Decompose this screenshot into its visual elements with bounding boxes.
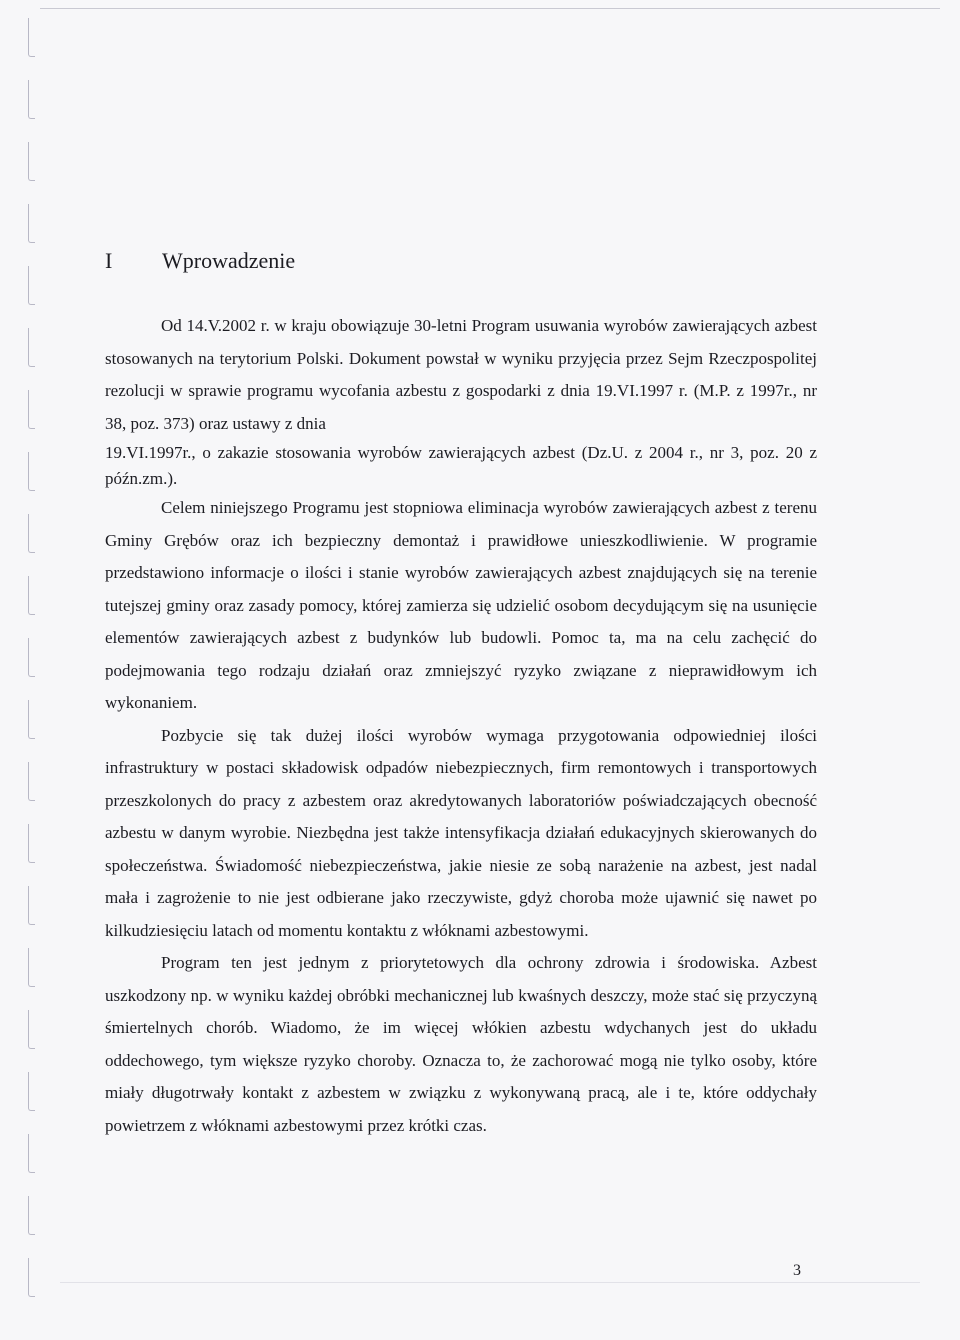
- footer-rule: [60, 1282, 920, 1283]
- binding-hole: [28, 390, 35, 429]
- binding-hole: [28, 576, 35, 615]
- binding-hole: [28, 1196, 35, 1235]
- binding-hole: [28, 638, 35, 677]
- page-top-edge: [40, 8, 940, 9]
- paragraph-infrastructure: Pozbycie się tak dużej ilości wyrobów wymaga przygotowania odpowiedniej ilości infrastruktury w postaci składowisk odpadów niebezpiecznych, firm remontowych i transportowych przeszkolonych do pracy z azbestem oraz akredytowanych laboratoriów poświadczających obecność azbestu w danym wyrobie. Niezbędna jest także intensyfikacja działań edukacyjnych skierowanych do społeczeństwa. Świadomość niebezpieczeństwa, jakie niesie ze sobą narażenie na azbest, jest nadal mała i zagrożenie to nie jest odbierane jako rzeczywiste, gdyż choroba może ujawnić się nawet po kilkudziesięciu latach od momentu kontaktu z włóknami azbestowymi.: [105, 725, 817, 940]
- binding-hole: [28, 1258, 35, 1297]
- section-heading: [105, 246, 817, 276]
- document-body: [105, 246, 817, 1142]
- binding-hole: [28, 328, 35, 367]
- binding-hole: [28, 18, 35, 57]
- binding-hole: [28, 1072, 35, 1111]
- binding-hole: [28, 824, 35, 863]
- binding-hole: [28, 948, 35, 987]
- binding-hole: [28, 700, 35, 739]
- section-title: Wprowadzenie: [162, 248, 296, 273]
- paragraph-goal: Celem niniejszego Programu jest stopniowa eliminacja wyrobów zawierających azbest z terenu Gminy Grębów oraz ich bezpieczny demontaż i prawidłowe unieszkodliwienie. W programie przedstawiono informacje o ilości i stanie wyrobów zawierających azbest znajdujących się na terenie tutejszej gminy oraz zasady pomocy, której zamierza się udzielić osobom decydującym się na usunięcie elementów zawierających azbest z budynków lub budowli. Pomoc ta, ma na celu zachęcić do podejmowania tego rodzaju działań oraz zmniejszyć ryzyko związane z nieprawidłowym ich wykonaniem.: [105, 498, 817, 712]
- paragraph-intro: Od 14.V.2002 r. w kraju obowiązuje 30-letni Program usuwania wyrobów zawierających azbest stosowanych na terytorium Polski. Dokument powstał w wyniku przyjęcia przez Sejm Rzeczpospolitej rezolucji w sprawie programu wycofania azbestu z gospodarki z dnia 19.VI.1997 r. (M.P. z 1997r., nr 38, poz. 373) oraz ustawy z dnia: [105, 316, 817, 433]
- binding-hole: [28, 1134, 35, 1173]
- binding-hole: [28, 266, 35, 305]
- page-number: 3: [793, 1262, 801, 1279]
- binding-hole: [28, 80, 35, 119]
- binding-hole: [28, 1010, 35, 1049]
- binding-hole: [28, 204, 35, 243]
- binding-hole: [28, 886, 35, 925]
- binding-hole: [28, 452, 35, 491]
- paragraph-citation: 19.VI.1997r., o zakazie stosowania wyrobów zawierających azbest (Dz.U. z 2004 r., nr 3, poz. 20 z późn.zm.).: [105, 443, 817, 488]
- binding-hole: [28, 514, 35, 553]
- binding-holes: [22, 0, 40, 1340]
- section-number: I: [105, 248, 113, 273]
- binding-hole: [28, 762, 35, 801]
- binding-hole: [28, 142, 35, 181]
- paragraph-health: Program ten jest jednym z priorytetowych dla ochrony zdrowia i środowiska. Azbest uszkodzony np. w wyniku każdej obróbki mechanicznej lub kwaśnych deszczy, może stać się przyczyną śmiertelnych chorób. Wiadomo, że im więcej włókien azbestu wdychanych jest do układu oddechowego, tym większe ryzyko choroby. Oznacza to, że zachorować mogą nie tylko osoby, które miały długotrwały kontakt z azbestem w związku z wykonywaną pracą, ale i te, które oddychały powietrzem z włóknami azbestowymi przez krótki czas.: [105, 953, 817, 1135]
